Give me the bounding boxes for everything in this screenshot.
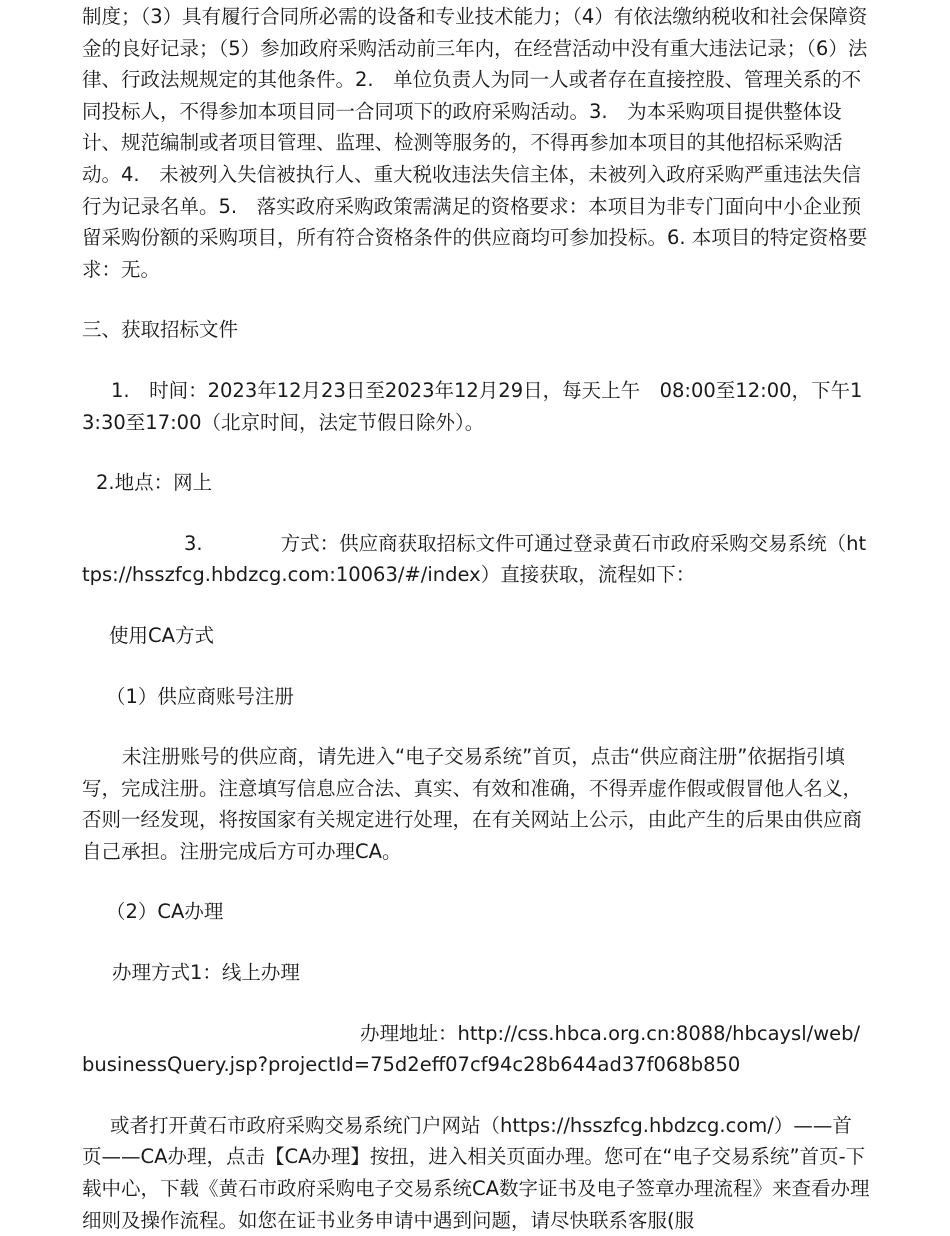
ca-method-label: 使用CA方式 [109, 623, 214, 647]
step1-body: 未注册账号的供应商，请先进入“电子交易系统”首页，点击“供应商注册”依据指引填写，完成注册。注意填写信息应合法、真实、有效和准确，不得弄虚作假或假冒他人名义，否则一经发现，将按国家有关规定进行处理，在有关网站上公示，由此产生的后果由供应商自己承担。注册完成后方可办理CA。 [82, 745, 863, 863]
step2-heading: （2）CA办理 [106, 900, 224, 924]
document-body [82, 0, 870, 1236]
time-paragraph: 1. 时间：2023年12月23日至2023年12月29日，每天上午 08:00至12:00，下午13:30至17:00（北京时间，法定节假日除外）。 [82, 378, 863, 434]
alternative-paragraph: 或者打开黄石市政府采购交易系统门户网站（https://hsszfcg.hbdzcg.com/）——首页——CA办理，点击【CA办理】按扭，进入相关页面办理。您可在“电子交易系统”首页-下载中心，下载《黄石市政府采购电子交易系统CA数字证书及电子签章办理流程》来查看办理细则及操作流程。如您在证书业务申请中遇到问题，请尽快联系客服(服 [82, 1113, 870, 1232]
section-heading: 三、获取招标文件 [82, 318, 239, 342]
step1-heading: （1）供应商账号注册 [106, 684, 294, 708]
option1-label: 办理方式1：线上办理 [112, 961, 300, 985]
method-paragraph: 3. 方式：供应商获取招标文件可通过登录黄石市政府采购交易系统（https://hsszfcg.hbdzcg.com:10063/#/index）直接获取，流程如下： [82, 531, 867, 587]
qualifications-paragraph: 制度；（3）具有履行合同所必需的设备和专业技术能力；（4）有依法缴纳税收和社会保障资金的良好记录；（5）参加政府采购活动前三年内，在经营活动中没有重大违法记录；（6）法律、行政法规规定的其他条件。2. 单位负责人为同一人或者存在直接控股、管理关系的不同投标人，不得参加本项目同一合同项下的政府采购活动。3. 为本采购项目提供整体设计、规范编制或者项目管理、监理、检测等服务的，不得再参加本项目的其他招标采购活动。4. 未被列入失信被执行人、重大税收违法失信主体，未被列入政府采购严重违法失信行为记录名单。5. 落实政府采购政策需满足的资格要求：本项目为非专门面向中小企业预留采购份额的采购项目，所有符合资格条件的供应商均可参加投标。6. 本项目的特定资格要求：无。 [82, 5, 868, 281]
address-paragraph: 办理地址：http://css.hbca.org.cn:8088/hbcaysl/web/businessQuery.jsp?projectId=75d2eff07cf94c28b644ad37f068b850 [82, 1021, 861, 1077]
place-paragraph: 2.地点：网上 [96, 471, 213, 495]
